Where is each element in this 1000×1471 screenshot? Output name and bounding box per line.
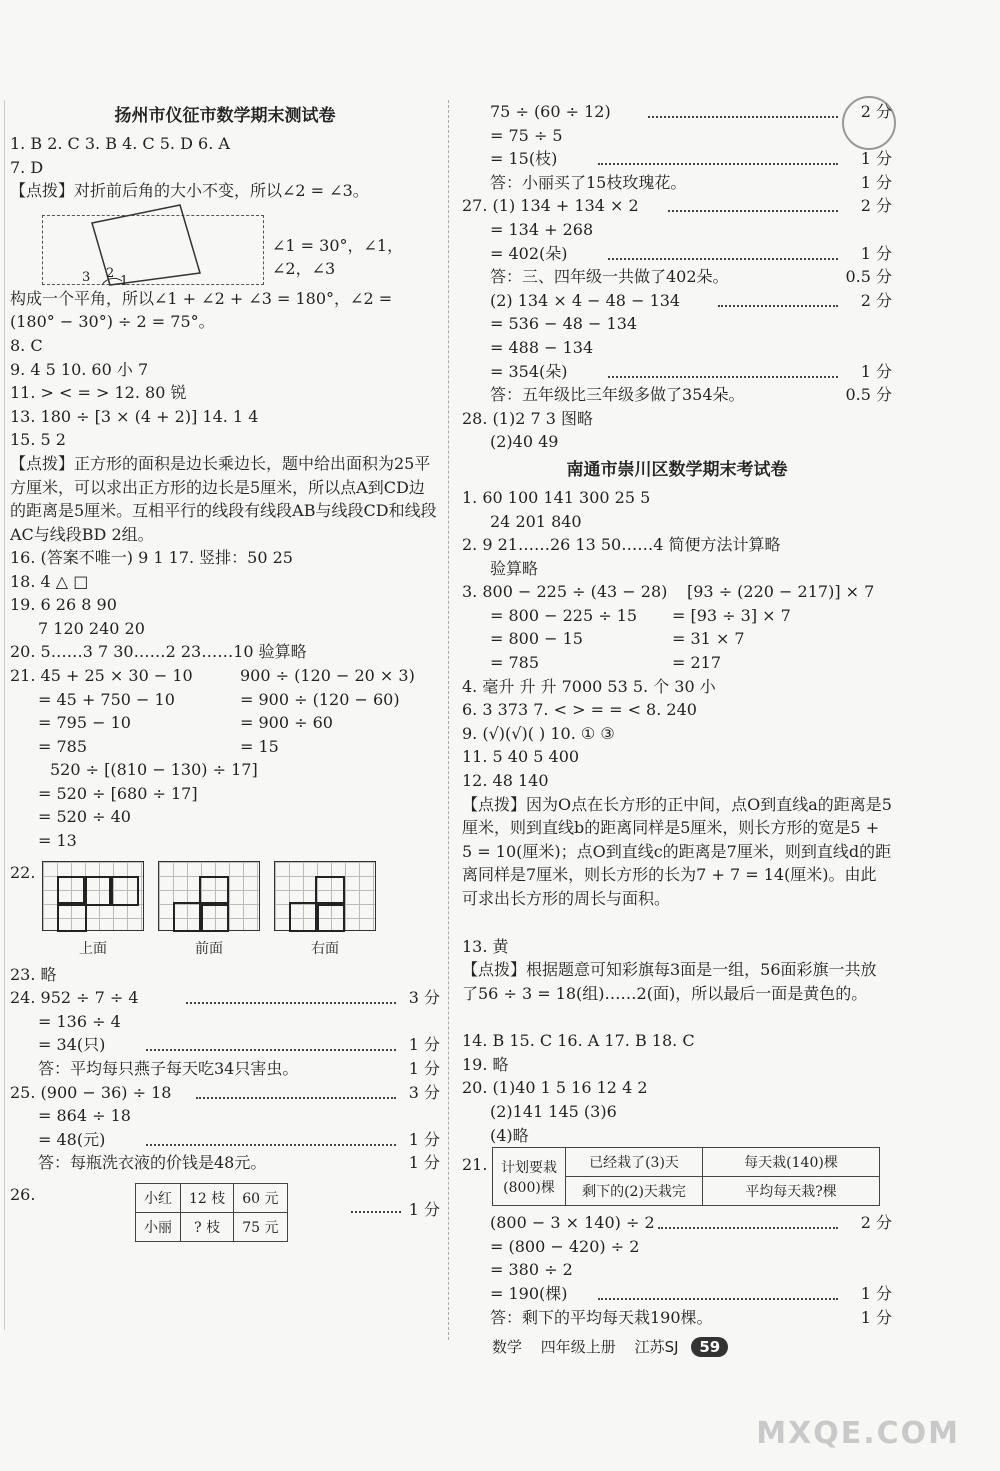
footer-grade: 四年级上册	[540, 1338, 616, 1356]
q23: 23. 略	[10, 964, 57, 984]
watermark-logo: MXQE.COM	[756, 1416, 960, 1451]
top-line: = 75 ÷ 5	[490, 125, 563, 145]
footer-subject: 数学	[492, 1338, 523, 1356]
q27-line: = 354(朵) 1 分	[490, 361, 892, 381]
svg-text:2: 2	[106, 265, 115, 281]
q13: 13. 180 ÷ [3 × (4 + 2)] 14. 1 4	[10, 406, 259, 426]
label-top-view: 上面	[79, 940, 107, 957]
r4: 4. 毫升 升 升 7000 53 5. 个 30 小	[462, 676, 716, 696]
r21-line: = 190(棵) 1 分	[490, 1283, 892, 1303]
r6: 6. 3 373 7. < > = = < 8. 240	[462, 700, 697, 720]
q22-labels	[42, 935, 440, 963]
top-line: = 15(枝) 1 分	[490, 149, 892, 169]
q21-calc-line: = 13	[38, 831, 77, 851]
left-title: 扬州市仪征市数学期末测试卷	[114, 106, 336, 126]
r2-line-b: 验算略	[490, 558, 539, 578]
r21-block	[462, 1147, 892, 1211]
r1-line-a: 1. 60 100 141 300 25 5	[462, 487, 651, 507]
q28-line-b: (2)40 49	[490, 432, 559, 452]
label-right-view: 右面	[311, 940, 339, 957]
r3-row: = 800 − 15 = 31 × 7	[490, 629, 745, 649]
q7-tip: 【点拨】对折前后角的大小不变，所以∠2 = ∠3。	[10, 181, 369, 201]
q25-line: 答：每瓶洗衣液的价钱是48元。 1 分	[38, 1153, 440, 1173]
q21-row: = 795 − 10 = 900 ÷ 60	[38, 713, 333, 733]
r1-line-b: 24 201 840	[490, 511, 582, 531]
q8: 8. C	[10, 335, 43, 355]
q26-block	[10, 1183, 440, 1249]
label-front-view: 前面	[195, 940, 223, 957]
top-line: 75 ÷ (60 ÷ 12) 2 分	[490, 102, 892, 121]
r9: 9. (√)(√)( ) 10. ① ③	[462, 723, 615, 743]
fold-diagram	[40, 203, 290, 287]
right-title: 南通市崇川区数学期末考试卷	[566, 459, 788, 480]
r19: 19. 略	[462, 1054, 509, 1074]
q19-line-a: 19. 6 26 8 90	[10, 595, 117, 615]
r2-line-a: 2. 9 21……26 13 50……4 简便方法计算略	[462, 535, 781, 555]
q7-line-b: 构成一个平角，所以∠1 + ∠2 + ∠3 = 180°，∠2 =	[10, 288, 393, 308]
q27-line: = 488 − 134	[490, 337, 594, 357]
r20-line-c: (4)略	[490, 1125, 529, 1145]
q25-line: = 864 ÷ 18	[38, 1106, 131, 1126]
grid-front-view	[158, 861, 260, 931]
q22-grids	[42, 861, 440, 935]
q20: 20. 5……3 7 30……2 23……10 验算略	[10, 642, 307, 662]
q9: 9. 4 5 10. 60 小 7	[10, 359, 149, 379]
r13-tip: 【点拨】根据题意可知彩旗每3面是一组，56面彩旗一共放了56 ÷ 3 = 18(组)……2(面)，所以最后一面是黄色的。	[462, 960, 877, 1003]
svg-text:3: 3	[82, 269, 91, 285]
q25-line: = 48(元) 1 分	[38, 1129, 440, 1149]
r21-line: (800 − 3 × 140) ÷ 2 2 分	[490, 1213, 892, 1233]
r20-line-a: 20. (1)40 1 5 16 12 4 2	[462, 1078, 648, 1098]
q24-line: 24. 952 ÷ 7 ÷ 4 3 分	[10, 988, 440, 1008]
q21-calc-line: 520 ÷ [(810 − 130) ÷ 17]	[50, 760, 258, 780]
q27-line: = 134 + 268	[490, 219, 594, 239]
left-column	[10, 100, 440, 1249]
page-number: 59	[691, 1337, 728, 1357]
right-column	[462, 100, 892, 1329]
r14: 14. B 15. C 16. A 17. B 18. C	[462, 1031, 695, 1051]
q7-figure-label: ∠1 = 30°，∠1，∠2，∠3	[272, 235, 404, 278]
q7-line-c: (180° − 30°) ÷ 2 = 75°。	[10, 312, 215, 332]
q24-line: 答：平均每只燕子每天吃34只害虫。 1 分	[38, 1059, 440, 1079]
r13: 13. 黄	[462, 936, 509, 956]
q22-block	[10, 861, 440, 935]
r11: 11. 5 40 5 400	[462, 747, 580, 767]
r3-row: = 785 = 217	[490, 653, 722, 673]
column-divider	[448, 100, 449, 1340]
q25-line: 25. (900 − 36) ÷ 18 3 分	[10, 1082, 440, 1102]
page-footer	[492, 1336, 728, 1357]
grid-top-view	[42, 861, 144, 931]
q1: 1. B 2. C 3. B 4. C 5. D 6. A	[10, 134, 230, 153]
q27-line: 答：五年级比三年级多做了354朵。 0.5 分	[490, 385, 892, 405]
q15: 15. 5 2	[10, 430, 66, 450]
q11: 11. > < = > 12. 80 锐	[10, 383, 187, 403]
left-margin-rule	[4, 100, 5, 1330]
q27-line: = 402(朵) 1 分	[490, 243, 892, 263]
r20-line-b: (2)141 145 (3)6	[490, 1102, 617, 1121]
q24-line: = 34(只) 1 分	[38, 1035, 440, 1055]
q21-row: = 785 = 15	[38, 736, 279, 756]
q7-answer: 7. D	[10, 157, 44, 177]
r21-number: 21.	[462, 1155, 488, 1175]
r21-table: 计划要栽(800)棵 已经栽了(3)天 每天栽(140)棵 剩下的(2)天栽完 平均每天栽?棵	[492, 1147, 880, 1206]
r3-row: = 800 − 225 ÷ 15 = [93 ÷ 3] × 7	[490, 605, 791, 625]
q16: 16. (答案不唯一) 9 1 17. 竖排：50 25	[10, 547, 293, 567]
q19-line-b: 7 120 240 20	[38, 618, 145, 638]
r21-line: = (800 − 420) ÷ 2	[490, 1236, 640, 1256]
q27-line: (2) 134 × 4 − 48 − 134 2 分	[490, 290, 892, 310]
q21-row: = 45 + 750 − 10 = 900 ÷ (120 − 60)	[38, 689, 400, 709]
footer-edition: 江苏SJ	[634, 1338, 679, 1356]
q22-number: 22.	[10, 862, 36, 882]
r12-tip: 【点拨】因为O点在长方形的正中间，点O到直线a的距离是5厘米，则到直线b的距离同样是5厘米，则长方形的宽是5 + 5 = 10(厘米)；点O到直线c的距离是7厘米，则到直线d的距离同样是7厘米，则长方形的长为7 + 7 = 14(厘米)。由此可求出长方形的周长与面积。	[462, 794, 892, 908]
q26-table: 小红 12 枝 60 元 小丽 ? 枝 75 元	[135, 1183, 288, 1242]
q21-calc-line: = 520 ÷ [680 ÷ 17]	[38, 783, 198, 803]
q15-tip: 【点拨】正方形的面积是边长乘边长，题中给出面积为25平方厘米，可以求出正方形的边长是5厘米，所以点A到CD边的距离是5厘米。互相平行的线段有线段AB与线段CD和线段AC与线段BD 2组。	[10, 453, 437, 544]
q21-calc-line: = 520 ÷ 40	[38, 807, 131, 827]
top-line: 答：小丽买了15枝玫瑰花。 1 分	[490, 172, 892, 192]
grid-right-view	[274, 861, 376, 931]
r3-row: 3. 800 − 225 ÷ (43 − 28) [93 ÷ (220 − 217)] × 7	[462, 582, 875, 602]
q26-number: 26.	[10, 1185, 36, 1204]
q27-line: 27. (1) 134 + 134 × 2 2 分	[462, 196, 892, 216]
r12: 12. 48 140	[462, 771, 549, 791]
q27-line: 答：三、四年级一共做了402朵。 0.5 分	[490, 267, 892, 287]
q7-figure	[10, 203, 440, 287]
q26-score: 1 分	[408, 1200, 440, 1219]
q18: 18. 4 △ □	[10, 571, 89, 591]
svg-text:1: 1	[120, 273, 129, 287]
q21-row: 21. 45 + 25 × 30 − 10 900 ÷ (120 − 20 × 3)	[10, 665, 415, 685]
q28-line-a: 28. (1)2 7 3 图略	[462, 408, 593, 428]
r21-line: = 380 ÷ 2	[490, 1260, 573, 1280]
q27-line: = 536 − 48 − 134	[490, 314, 638, 334]
q24-line: = 136 ÷ 4	[38, 1011, 121, 1031]
r21-line: 答：剩下的平均每天栽190棵。 1 分	[490, 1307, 892, 1327]
